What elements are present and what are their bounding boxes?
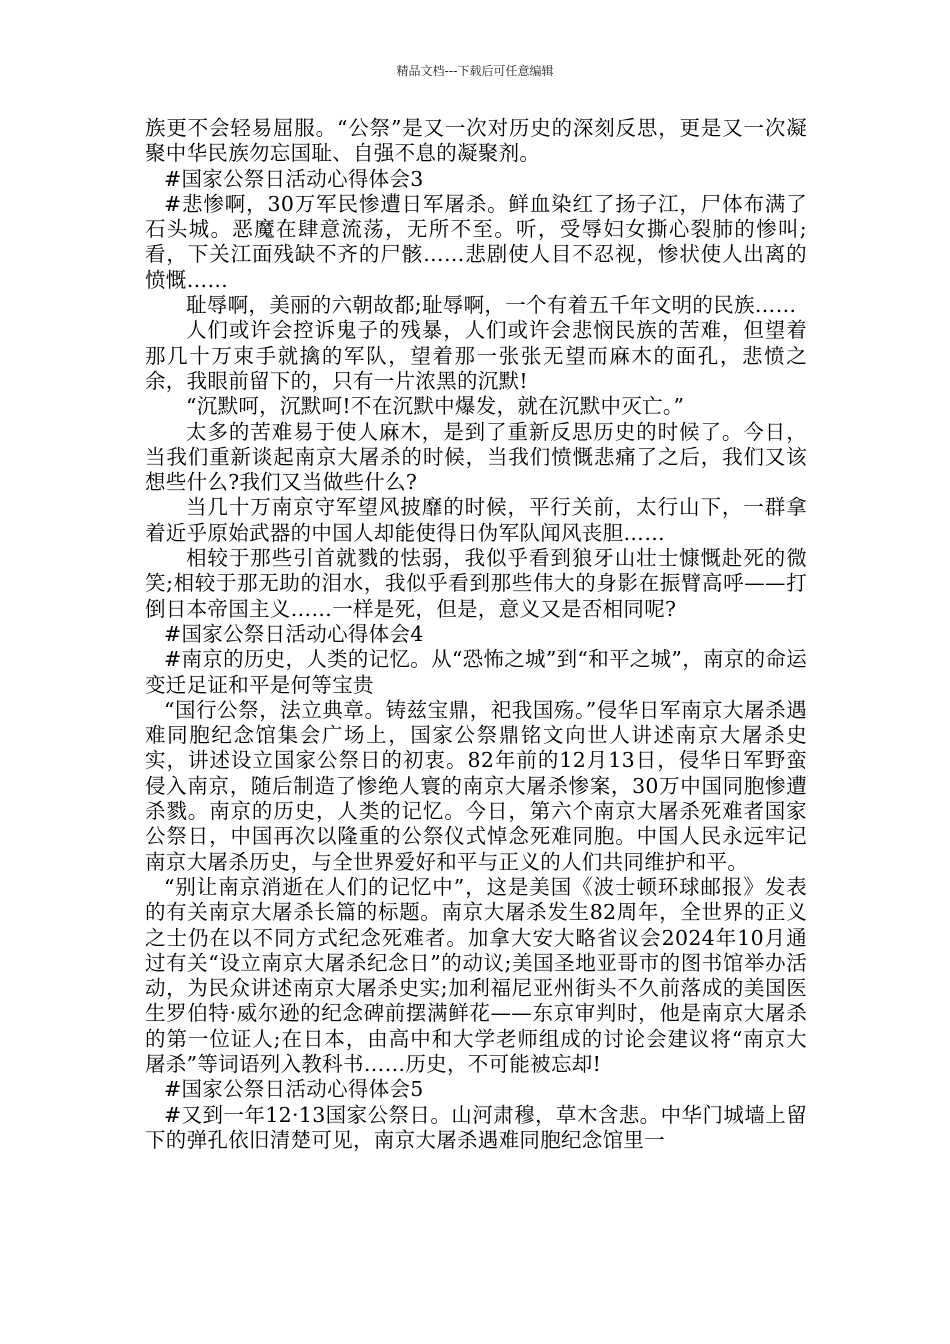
paragraph: 耻辱啊，美丽的六朝故都;耻辱啊，一个有着五千年文明的民族…… <box>186 293 797 318</box>
paragraph: “沉默呵，沉默呵!不在沉默中爆发，就在沉默中灭亡。” <box>186 394 685 419</box>
paragraph: “别让南京消逝在人们的记忆中”，这是美国《波士顿环球邮报》发表的有关南京大屠杀长篇的标题。南京大屠杀发生82周年，全世界的正义之士仍在以不同方式纪念死难者。加拿大安大略省议会2024年10月通过有关“设立南京大屠杀纪念日”的动议;美国圣地亚哥市的图书馆举办活动，为民众讲述南京大屠杀史实;加利福尼亚州街头不久前落成的美国医生罗伯特·威尔逊的纪念碑前摆满鲜花——东京审判时，他是南京大屠杀的第一位证人;在日本，由高中和大学老师组成的讨论会建议将“南京大屠杀”等词语列入教科书……历史，不可能被忘却! <box>145 874 807 1076</box>
section-heading: #国家公祭日活动心得体会4 <box>164 621 424 646</box>
page-header: 精品文档---下载后可任意编辑 <box>396 64 554 78</box>
paragraph: 族更不会轻易屈服。“公祭”是又一次对历史的深刻反思，更是又一次凝聚中华民族勿忘国耻、自强不息的凝聚剂。 <box>145 116 807 166</box>
paragraph: #又到一年12·13国家公祭日。山河肃穆，草木含悲。中华门城墙上留下的弹孔依旧清楚可见，南京大屠杀遇难同胞纪念馆里一 <box>145 1102 807 1152</box>
section-heading: #国家公祭日活动心得体会3 <box>164 166 424 191</box>
paragraph: 太多的苦难易于使人麻木，是到了重新反思历史的时候了。今日，当我们重新谈起南京大屠杀的时候，当我们愤慨悲痛了之后，我们又该想些什么?我们又当做些什么? <box>145 419 807 495</box>
section-heading: #国家公祭日活动心得体会5 <box>164 1077 424 1102</box>
paragraph: 人们或许会控诉鬼子的残暴，人们或许会悲悯民族的苦难，但望着那几十万束手就擒的军队，望着那一张张无望而麻木的面孔，悲愤之余，我眼前留下的，只有一片浓黑的沉默! <box>145 318 807 393</box>
paragraph: #南京的历史，人类的记忆。从“恐怖之城”到“和平之城”，南京的命运变迁足证和平是何等宝贵 <box>145 647 807 697</box>
paragraph: #悲惨啊，30万军民惨遭日军屠杀。鲜血染红了扬子江，尸体布满了石头城。恶魔在肆意流荡，无所不至。听，受辱妇女撕心裂肺的惨叫;看，下关江面残缺不齐的尸骸……悲剧使人目不忍视，惨状使人出离的愤慨…… <box>145 191 807 292</box>
document-body <box>145 116 807 1153</box>
paragraph: 相较于那些引首就戮的怯弱，我似乎看到狼牙山壮士慷慨赴死的微笑;相较于那无助的泪水，我似乎看到那些伟大的身影在振臂高呼——打倒日本帝国主义……一样是死，但是，意义又是否相同呢? <box>145 546 807 621</box>
paragraph: 当几十万南京守军望风披靡的时候，平行关前，太行山下，一群拿着近乎原始武器的中国人却能使得日伪军队闻风丧胆…… <box>145 495 807 545</box>
paragraph: “国行公祭，法立典章。铸兹宝鼎，祀我国殇。”侵华日军南京大屠杀遇难同胞纪念馆集会广场上，国家公祭鼎铭文向世人讲述南京大屠杀史实，讲述设立国家公祭日的初衷。82年前的12月13日，侵华日军野蛮侵入南京，随后制造了惨绝人寰的南京大屠杀惨案，30万中国同胞惨遭杀戮。南京的历史，人类的记忆。今日，第六个南京大屠杀死难者国家公祭日，中国再次以隆重的公祭仪式悼念死难同胞。中国人民永远牢记南京大屠杀历史，与全世界爱好和平与正义的人们共同维护和平。 <box>145 697 807 874</box>
